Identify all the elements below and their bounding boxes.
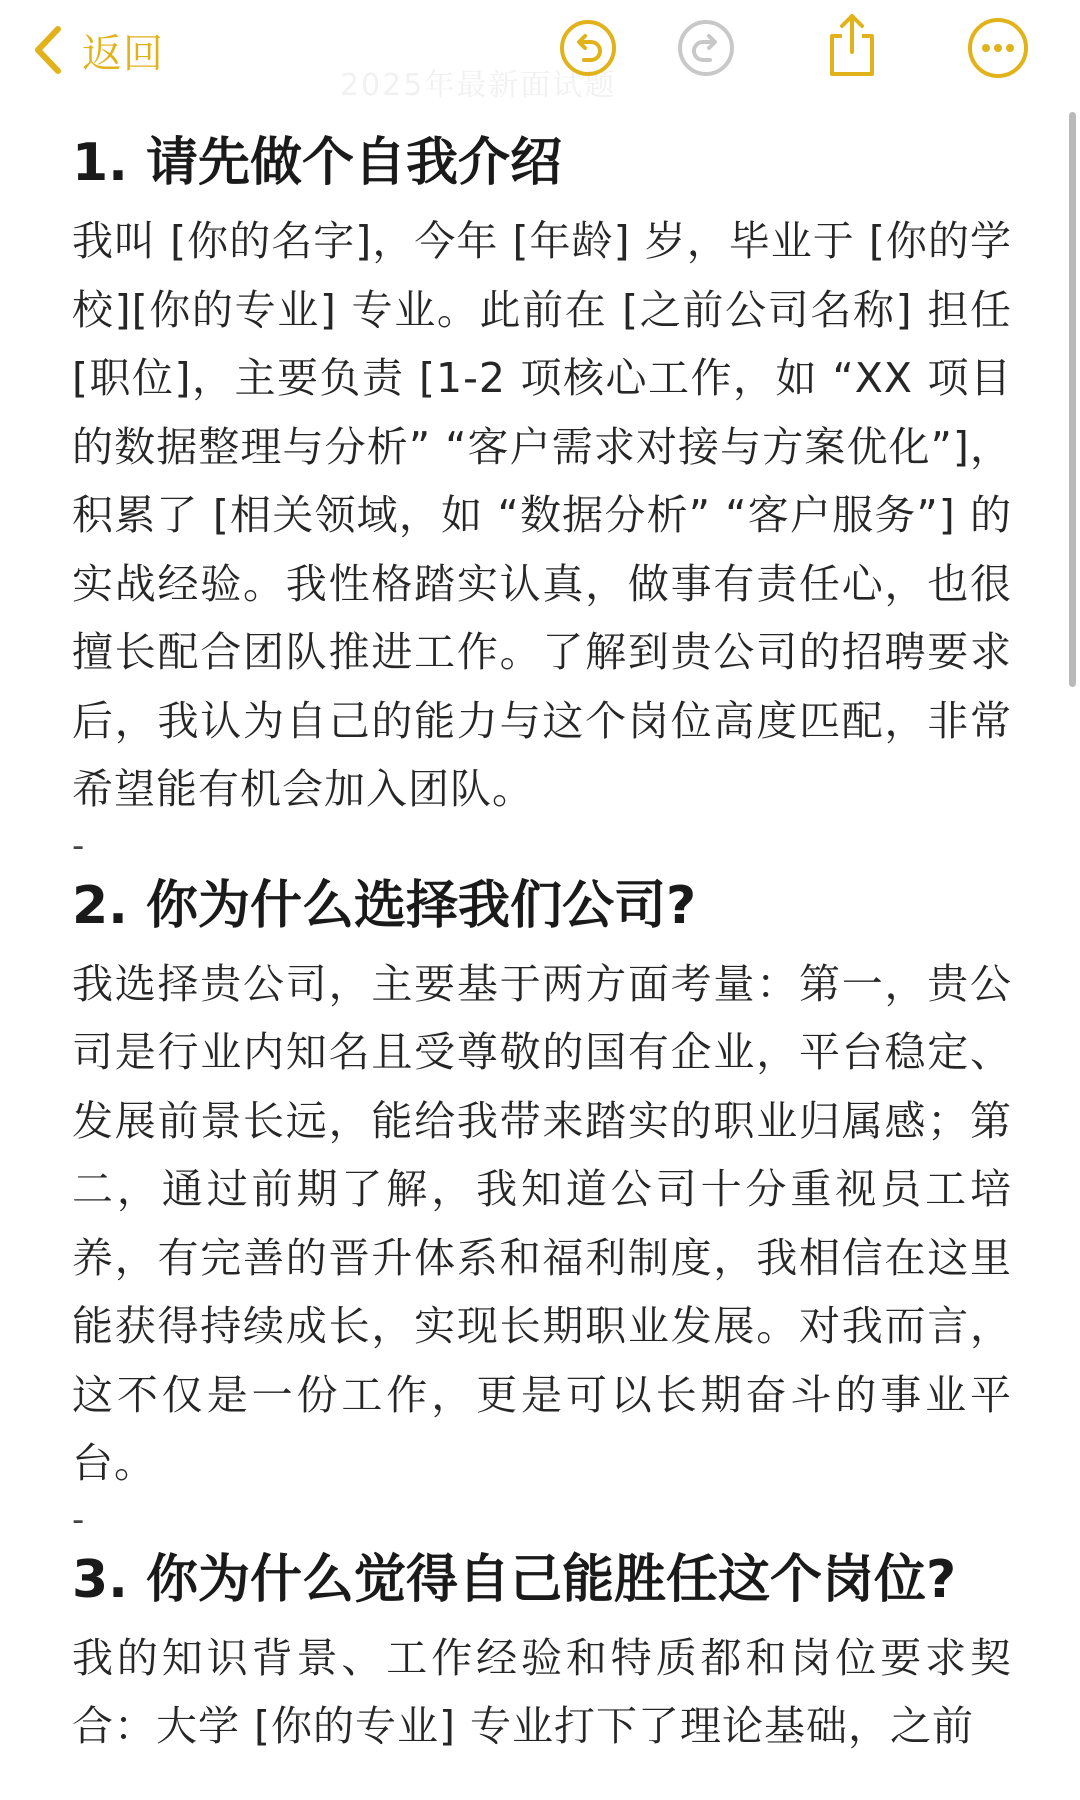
section-2-title: 2. 你为什么选择我们公司? — [72, 875, 697, 936]
back-button[interactable] — [30, 22, 164, 78]
more-button[interactable] — [966, 16, 1030, 80]
faded-note-title: 2025年最新面试题 — [340, 68, 617, 103]
section-3-body: 我的知识背景、工作经验和特质都和岗位要求契合：大学 [你的专业] 专业打下了理论基础，之前 — [72, 1633, 1012, 1750]
section-2-body: 我选择贵公司，主要基于两方面考量：第一，贵公司是行业内知名且受尊敬的国有企业，平台稳定、发展前景长远，能给我带来踏实的职业归属感；第二，通过前期了解，我知道公司十分重视员工培养，有完善的晋升体系和福利制度，我相信在这里能获得持续成长，实现长期职业发展。对我而言，这不仅是一份工作，更是可以长期奋斗的事业平台。 — [72, 959, 1012, 1487]
more-icon — [966, 16, 1030, 80]
section-1-title: 1. 请先做个自我介绍 — [72, 133, 563, 193]
undo-icon — [558, 18, 618, 78]
toolbar — [0, 0, 1080, 110]
section-3-title: 3. 你为什么觉得自己能胜任这个岗位? — [72, 1549, 957, 1610]
section-1-body: 我叫 [你的名字]，今年 [年龄] 岁，毕业于 [你的学校][你的专业] 专业。此前在 [之前公司名称] 担任 [职位]，主要负责 [1-2 项核心工作，如 “XX 项目的数据整理与分析” “客户需求对接与方案优化”]，积累了 [相关领域，如 “数据分析” “客户服务”] 的实战经验。我性格踏实认真，做事有责任心，也很擅长配合团队推进工作。了解到贵公司的招聘要求后，我认为自己的能力与这个岗位高度匹配，非常希望能有机会加入团队。 — [72, 217, 1012, 813]
note-content[interactable] — [72, 125, 1012, 1761]
separator: - — [72, 825, 85, 866]
chevron-left-icon — [30, 25, 64, 75]
redo-button[interactable] — [676, 18, 736, 78]
share-icon — [822, 12, 882, 78]
back-label: 返回 — [82, 30, 164, 77]
scrollbar[interactable] — [1069, 112, 1076, 687]
share-button[interactable] — [822, 12, 882, 78]
redo-icon — [676, 18, 736, 78]
undo-button[interactable] — [558, 18, 618, 78]
separator: - — [72, 1499, 85, 1540]
